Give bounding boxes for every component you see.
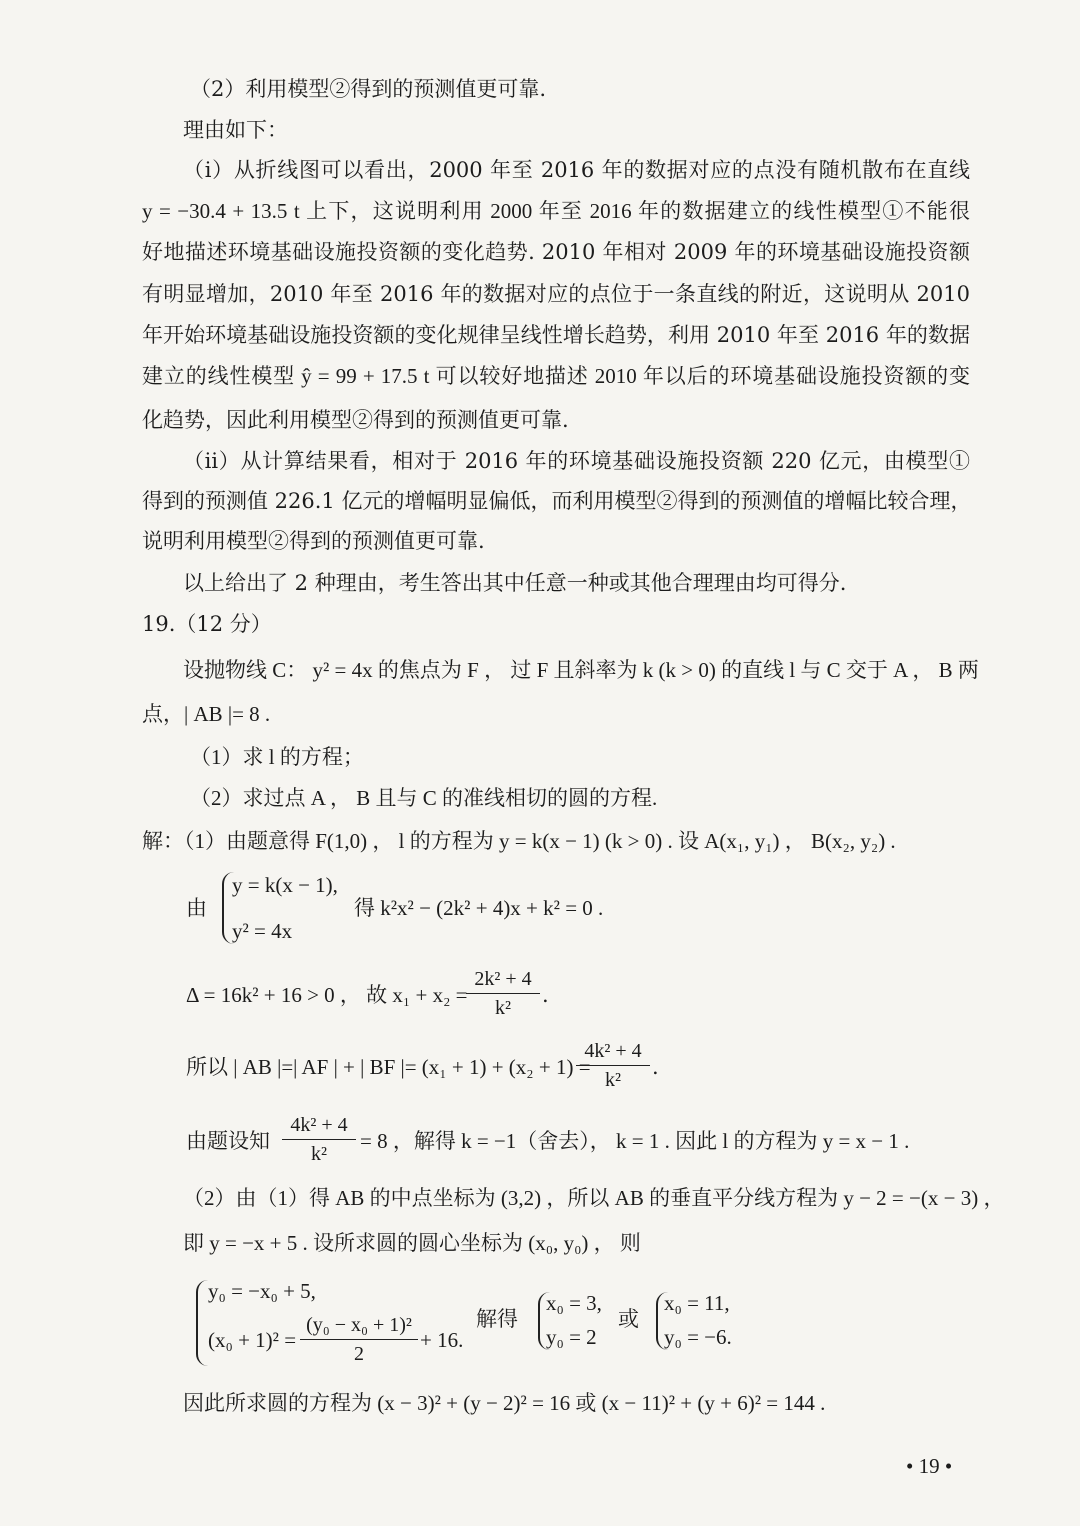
s18-reason1-line: y = −30.4 + 13.5 t 上下，这说明利用 2000 年至 2016 年的数据建立的线性模型①不能很 (142, 199, 970, 223)
solution2-x: x₀ = 11, (664, 1291, 730, 1315)
q19-heading: 19.（12 分） (142, 612, 272, 636)
ab-length-line: 所以 | AB |=| AF | + | BF |= (x₁ + 1) + (x₂ + 1) = (186, 1055, 591, 1079)
s18-reason1-line: （ⅰ）从折线图可以看出，2000 年至 2016 年的数据对应的点没有随机散布在直线 (183, 158, 970, 182)
or-label: 或 (618, 1307, 639, 1331)
system1-result: 得 k²x² − (2k² + 4)x + k² = 0 . (354, 896, 604, 920)
s18-reason1-line: 化趋势，因此利用模型②得到的预测值更可靠. (142, 408, 569, 432)
s18-reason1-line: 好地描述环境基础设施投资额的变化趋势. 2010 年相对 2009 年的环境基础设施投资额 (142, 240, 970, 264)
solution-line-1: 解：（1）由题意得 F(1,0) ， l 的方程为 y = k(x − 1) (k > 0) . 设 A(x₁, y₁) ， B(x₂, y₂) . (142, 829, 896, 853)
fraction-numerator: 2k² + 4 (474, 968, 532, 990)
fraction-denominator: k² (495, 997, 511, 1019)
page-number: • 19 • (906, 1454, 953, 1478)
fraction-denominator: k² (311, 1143, 327, 1165)
fraction-bar (300, 1339, 418, 1340)
system1-lead: 由 (186, 896, 207, 920)
system2-eq-b-end: + 16. (420, 1328, 464, 1352)
discriminant-end: . (542, 983, 549, 1007)
solution1-y: y₀ = 2 (546, 1325, 597, 1349)
q19-ask1: （1）求 l 的方程； (190, 745, 364, 769)
final-answer: 因此所求圆的方程为 (x − 3)² + (y − 2)² = 16 或 (x − 11)² + (y + 6)² = 144 . (183, 1391, 826, 1415)
part2-center-line: 即 y = −x + 5 . 设所求圆的圆心坐标为 (x₀, y₀) ， 则 (183, 1231, 641, 1255)
solution1-x: x₀ = 3, (546, 1291, 602, 1315)
fraction-bar (466, 993, 540, 994)
s18-part2-title: （2）利用模型②得到的预测值更可靠. (190, 77, 547, 101)
q19-ask2: （2）求过点 A ， B 且与 C 的准线相切的圆的方程. (190, 786, 658, 810)
system1-eq-a: y = k(x − 1), (232, 873, 338, 897)
system1-eq-b: y² = 4x (232, 919, 293, 943)
fraction-numerator: (y₀ − x₀ + 1)² (306, 1314, 412, 1336)
s18-reason2-line: 得到的预测值 226.1 亿元的增幅明显偏低，而利用模型②得到的预测值的增幅比较合理， (142, 489, 972, 513)
s18-reason2-line: 说明利用模型②得到的预测值更可靠. (142, 529, 485, 553)
fraction-given (282, 1112, 356, 1167)
fraction-numerator: 4k² + 4 (290, 1114, 348, 1136)
fraction-bar (576, 1065, 650, 1066)
fraction-ab-length (576, 1038, 650, 1093)
given-result: = 8 ，解得 k = −1（舍去）， k = 1 . 因此 l 的方程为 y = x − 1 . (360, 1129, 910, 1153)
ab-length-end: . (652, 1055, 659, 1079)
solve-label: 解得 (476, 1307, 518, 1331)
fraction-denominator: 2 (354, 1343, 364, 1365)
s18-reason1-line: 年开始环境基础设施投资额的变化规律呈线性增长趋势，利用 2010 年至 2016 年的数据 (142, 323, 970, 347)
s18-reason2-line: （ⅱ）从计算结果看，相对于 2016 年的环境基础设施投资额 220 亿元，由模型① (183, 449, 970, 473)
q19-stem-line: 点，| AB |= 8 . (142, 702, 271, 726)
s18-reason1-line: 有明显增加，2010 年至 2016 年的数据对应的点位于一条直线的附近，这说明从 2010 (142, 282, 970, 306)
fraction-sum-roots (466, 966, 540, 1021)
given-lead: 由题设知 (186, 1129, 270, 1153)
fraction-bar (282, 1139, 356, 1140)
discriminant-line: Δ = 16k² + 16 > 0 ， 故 x₁ + x₂ = (186, 983, 468, 1007)
part2-midpoint-line: （2）由（1）得 AB 的中点坐标为 (3,2) ，所以 AB 的垂直平分线方程为 y − 2 = −(x − 3) ， (183, 1186, 1005, 1210)
s18-grading-note: 以上给出了 2 种理由，考生答出其中任意一种或其他合理理由均可得分. (183, 571, 847, 595)
fraction-circle-eq (300, 1312, 418, 1367)
s18-reason-intro: 理由如下： (183, 118, 288, 142)
q19-stem-line: 设抛物线 C： y² = 4x 的焦点为 F ， 过 F 且斜率为 k (k > 0) 的直线 l 与 C 交于 A ， B 两 (183, 658, 979, 682)
fraction-denominator: k² (605, 1069, 621, 1091)
s18-reason1-line: 建立的线性模型 ŷ = 99 + 17.5 t 可以较好地描述 2010 年以后的环境基础设施投资额的变 (142, 364, 970, 388)
solution2-y: y₀ = −6. (664, 1325, 732, 1349)
system2-eq-b-lead: (x₀ + 1)² = (208, 1328, 297, 1352)
system2-eq-a: y₀ = −x₀ + 5, (208, 1279, 316, 1303)
fraction-numerator: 4k² + 4 (584, 1040, 642, 1062)
